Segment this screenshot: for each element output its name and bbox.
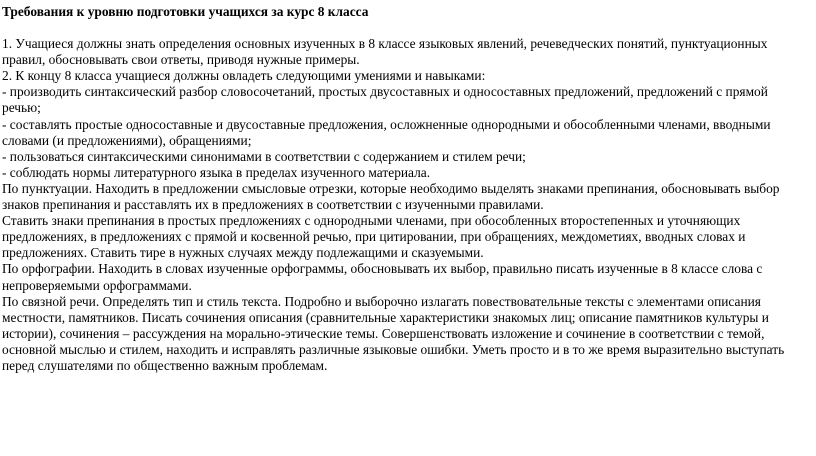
paragraph-skills-intro: 2. К концу 8 класса учащиеся должны овладеть следующими умениями и навыками: [2,68,486,84]
document-title: Требования к уровню подготовки учащихся за курс 8 класса [2,4,369,19]
paragraph-punctuation-marks: Ставить знаки препинания в простых предложениях с однородными членами, при обособленных второстепенных и уточняющих предложениях, в предложениях с прямой и косвенной речью, при цитировании, при обращениях, междометиях, вводных словах и предложениях. Ставить тире в нужных случаях между подлежащими и сказуемыми. [2,213,746,261]
paragraph-coherent-speech: По связной речи. Определять тип и стиль текста. Подробно и выборочно излагать повествовательные тексты с элементами описания местности, памятников. Писать сочинения описания (сравнительные характеристики знакомых лиц; описание памятников культуры и истории), сочинения – рассуждения на морально-этические темы. Совершенствовать изложение и сочинение в соответствии с темой, основной мыслью и стилем, находить и исправлять различные языковые ошибки. Уметь просто и в то же время выразительно выступать перед слушателями по общественно важным проблемам. [2,293,785,373]
paragraph-orthography: По орфографии. Находить в словах изученные орфограммы, обосновывать их выбор, правильно писать изученные в 8 классе слова с непроверяемыми орфограммами. [2,261,763,293]
list-item-syntax-analysis: - производить синтаксический разбор словосочетаний, простых двусоставных и односоставных предложений, предложений с прямой речью; [2,84,768,116]
paragraph-punctuation: По пунктуации. Находить в предложении смысловые отрезки, которые необходимо выделять знаками препинания, обосновывать выбор знаков препинания и расставлять их в предложениях в соответствии с изученными правилами. [2,180,780,213]
list-item-compose-sentences: - составлять простые односоставные и двусоставные предложения, осложненные однородными и обособленными членами, вводными словами (и предложениями), обращениями; [2,116,771,148]
list-item-syntactic-synonyms: - пользоваться синтаксическими синонимами в соответствии с содержанием и стилем речи; [2,148,526,164]
list-item-literary-norms: - соблюдать нормы литературного языка в пределах изученного материала. [2,164,431,180]
paragraph-knowledge: 1. Учащиеся должны знать определения основных изученных в 8 классе языковых явлений, речеведческих понятий, пунктуационных правил, обосновывать свои ответы, приводя нужные примеры. [2,36,768,68]
